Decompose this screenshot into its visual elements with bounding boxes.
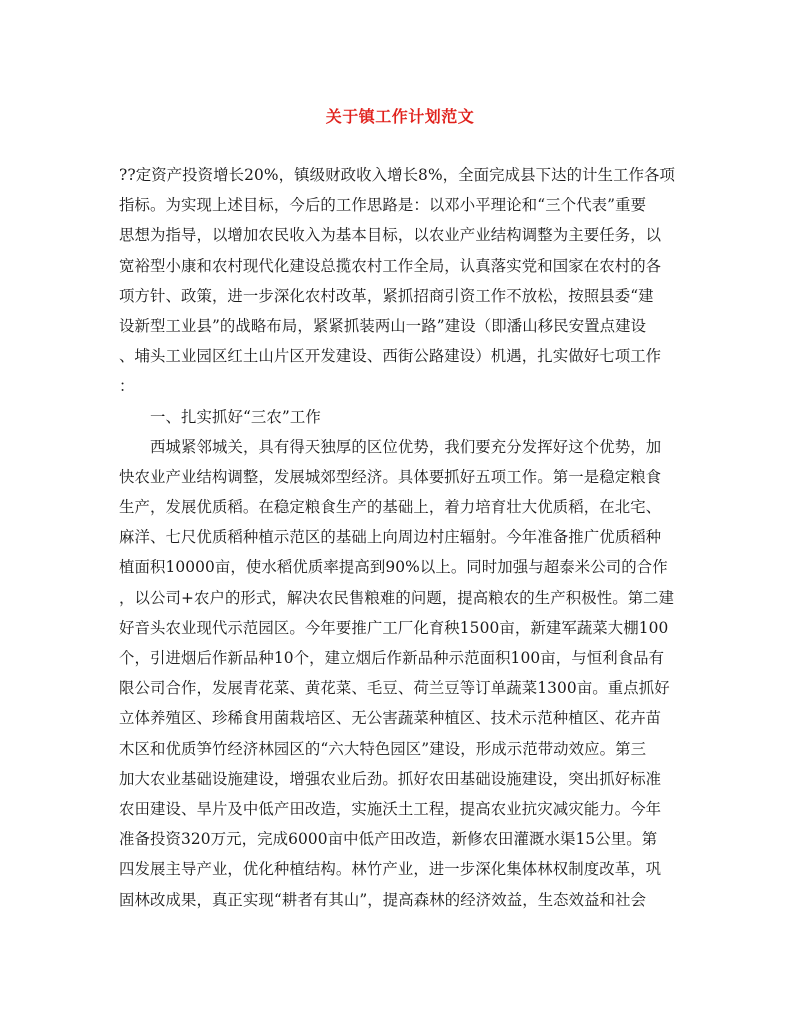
text-line: ： (119, 377, 135, 396)
paragraph-first-line: 西城紧邻城关，具有得天独厚的区位优势，我们要充分发挥好这个优势，加 (150, 437, 662, 456)
text-line: 准备投资320万元，完成6000亩中低产田改造，新修农田灌溉水渠15公里。第 (119, 830, 658, 849)
text-line: 指标。为实现上述目标，今后的工作思路是：以邓小平理论和“三个代表”重要 (119, 196, 647, 215)
text-line: 宽裕型小康和农村现代化建设总揽农村工作全局，认真落实党和国家在农村的各 (119, 256, 662, 275)
text-line: 农田建设、旱片及中低产田改造，实施沃土工程，提高农业抗灾减灾能力。今年 (119, 799, 662, 818)
text-line: 思想为指导，以增加农民收入为基本目标，以农业产业结构调整为主要任务，以 (119, 226, 662, 245)
text-line: 限公司合作，发展青花菜、黄花菜、毛豆、荷兰豆等订单蔬菜1300亩。重点抓好 (119, 679, 670, 698)
text-line: 立体养殖区、珍稀食用菌栽培区、无公害蔬菜种植区、技术示范种植区、花卉苗 (119, 709, 662, 728)
text-line: 项方针、政策，进一步深化农村改革，紧抓招商引资工作不放松，按照县委“建 (119, 286, 654, 305)
text-line: 好音头农业现代示范园区。今年要推广工厂化育秧1500亩，新建军蔬菜大棚100 (119, 618, 669, 637)
document-title: 关于镇工作计划范文 (325, 107, 475, 126)
text-line: 加大农业基础设施建设，增强农业后劲。抓好农田基础设施建设，突出抓好标准 (119, 769, 662, 788)
text-line: 快农业产业结构调整，发展城郊型经济。具体要抓好五项工作。第一是稳定粮食 (119, 467, 662, 486)
text-line: 固林改成果，真正实现“耕者有其山”，提高森林的经济效益，生态效益和社会 (119, 890, 647, 909)
text-line: 个，引进烟后作新品种10个，建立烟后作新品种示范面积100亩，与恒利食品有 (119, 649, 665, 667)
text-line: ??定资产投资增长20%，镇级财政收入增长8%，全面完成县下达的计生工作各项 (119, 166, 676, 184)
text-line: 植面积10000亩，使水稻优质率提高到90%以上。同时加强与超泰米公司的合作 (119, 558, 668, 577)
text-line: 生产，发展优质稻。在稳定粮食生产的基础上，着力培育壮大优质稻，在北宅、 (119, 498, 662, 517)
text-line: 设新型工业县”的战略布局，紧紧抓装两山一路”建设（即潘山移民安置点建设 (119, 316, 647, 335)
section-heading: 一、扎实抓好“三农”工作 (150, 407, 321, 426)
document-body (119, 160, 681, 915)
text-line: ，以公司+农户的形式，解决农民售粮难的问题，提高粮农的生产积极性。第二建 (119, 588, 675, 607)
text-line: 、埔头工业园区红土山片区开发建设、西街公路建设）机遇，扎实做好七项工作 (119, 347, 662, 366)
text-line: 麻洋、七尺优质稻种植示范区的基础上向周边村庄辐射。今年准备推广优质稻种 (119, 528, 662, 547)
text-line: 木区和优质笋竹经济林园区的“六大特色园区”建设，形成示范带动效应。第三 (119, 739, 647, 758)
text-line: 四发展主导产业，优化种植结构。林竹产业，进一步深化集体林权制度改革，巩 (119, 860, 662, 879)
